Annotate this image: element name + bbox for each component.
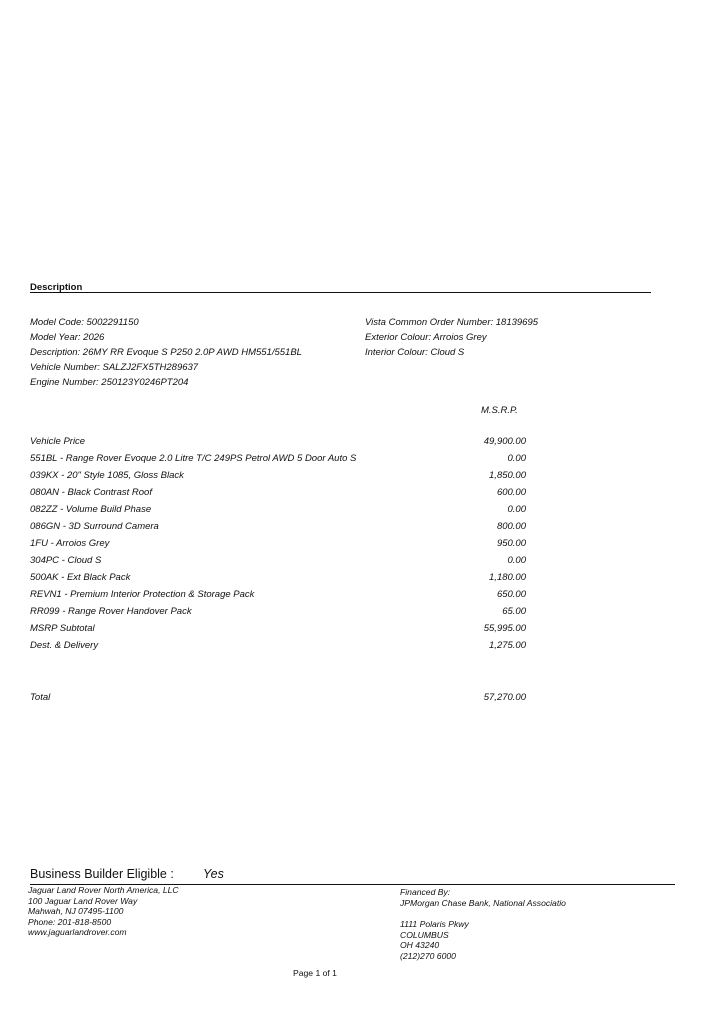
line-item	[30, 504, 530, 521]
line-items-list	[30, 436, 530, 657]
line-item-name: 1FU - Arroios Grey	[30, 538, 110, 549]
line-item	[30, 555, 530, 572]
line-item-name: MSRP Subtotal	[30, 623, 95, 634]
vehicle-number: Vehicle Number: SALZJ2FX5TH289637	[30, 362, 199, 373]
section-title-description: Description	[30, 282, 83, 293]
interior-colour: Interior Colour: Cloud S	[365, 347, 465, 358]
dealer-street: 100 Jaguar Land Rover Way	[28, 895, 138, 906]
line-item-name: 500AK - Ext Black Pack	[30, 572, 131, 583]
line-item-name: Vehicle Price	[30, 436, 86, 447]
line-item-price: 0.00	[507, 555, 526, 566]
engine-number: Engine Number: 250123Y0246PT204	[30, 377, 189, 388]
line-item	[30, 521, 530, 538]
msrp-column-header: M.S.R.P.	[481, 405, 518, 416]
vehicle-description: Description: 26MY RR Evoque S P250 2.0P AWD HM551/551BL	[30, 347, 302, 358]
line-item-name: Dest. & Delivery	[30, 640, 99, 651]
total-row	[30, 692, 530, 709]
line-item-name: RR099 - Range Rover Handover Pack	[30, 606, 192, 617]
line-item	[30, 436, 530, 453]
financed-by-block	[400, 887, 566, 961]
vehicle-info-right	[365, 315, 538, 360]
total-value: 57,270.00	[483, 692, 526, 703]
financer-name: JPMorgan Chase Bank, National Associatio	[400, 897, 566, 908]
line-item	[30, 589, 530, 606]
business-builder-value: Yes	[203, 867, 224, 881]
financer-phone: (212)270 6000	[400, 950, 456, 961]
page-number: Page 1 of 1	[293, 968, 337, 978]
line-item-price: 0.00	[507, 453, 526, 464]
line-item-price: 650.00	[496, 589, 526, 600]
line-item-name: REVN1 - Premium Interior Protection & Storage Pack	[30, 589, 255, 600]
line-item	[30, 572, 530, 589]
line-item-price: 1,180.00	[489, 572, 526, 583]
vista-order-number: Vista Common Order Number: 18139695	[365, 317, 539, 328]
line-item-price: 0.00	[507, 504, 526, 515]
business-builder-label: Business Builder Eligible :	[30, 867, 174, 881]
msrp-subtotal-row	[30, 623, 530, 640]
line-item	[30, 538, 530, 555]
model-code: Model Code: 5002291150	[30, 317, 139, 328]
line-item-name: 082ZZ - Volume Build Phase	[30, 504, 152, 515]
dealer-website: www.jaguarlandrover.com	[28, 927, 127, 937]
header-divider	[30, 292, 651, 293]
financer-city: COLUMBUS	[400, 929, 449, 940]
line-item-price: 49,900.00	[483, 436, 526, 447]
line-item-price: 1,275.00	[489, 640, 526, 651]
line-item-price: 800.00	[496, 521, 526, 532]
line-item-price: 600.00	[496, 487, 526, 498]
line-item-name: 080AN - Black Contrast Roof	[30, 487, 152, 498]
financer-state-zip: OH 43240	[400, 940, 440, 950]
line-item-price: 55,995.00	[483, 623, 526, 634]
financed-by-label: Financed By:	[400, 887, 451, 897]
line-item-name: 086GN - 3D Surround Camera	[30, 521, 159, 532]
line-item-name: 039KX - 20" Style 1085, Gloss Black	[30, 470, 184, 481]
line-item	[30, 487, 530, 504]
dest-delivery-row	[30, 640, 530, 657]
line-item	[30, 470, 530, 487]
model-year: Model Year: 2026	[30, 332, 105, 343]
total-label: Total	[30, 692, 51, 703]
financer-street: 1111 Polaris Pkwy	[400, 919, 469, 929]
vehicle-info-left	[30, 315, 302, 390]
dealer-company: Jaguar Land Rover North America, LLC	[28, 885, 179, 895]
exterior-colour: Exterior Colour: Arroios Grey	[365, 332, 487, 343]
dealer-city: Mahwah, NJ 07495-1100	[28, 906, 124, 916]
line-item	[30, 453, 530, 470]
line-item-name: 551BL - Range Rover Evoque 2.0 Litre T/C 249PS Petrol AWD 5 Door Auto S	[30, 453, 357, 464]
dealer-phone: Phone: 201-818-8500	[28, 916, 112, 927]
dealer-address	[28, 885, 179, 938]
line-item-price: 950.00	[496, 538, 526, 549]
line-item-name: 304PC - Cloud S	[30, 555, 102, 566]
line-item-price: 1,850.00	[489, 470, 526, 481]
line-item	[30, 606, 530, 623]
line-item-price: 65.00	[502, 606, 526, 617]
